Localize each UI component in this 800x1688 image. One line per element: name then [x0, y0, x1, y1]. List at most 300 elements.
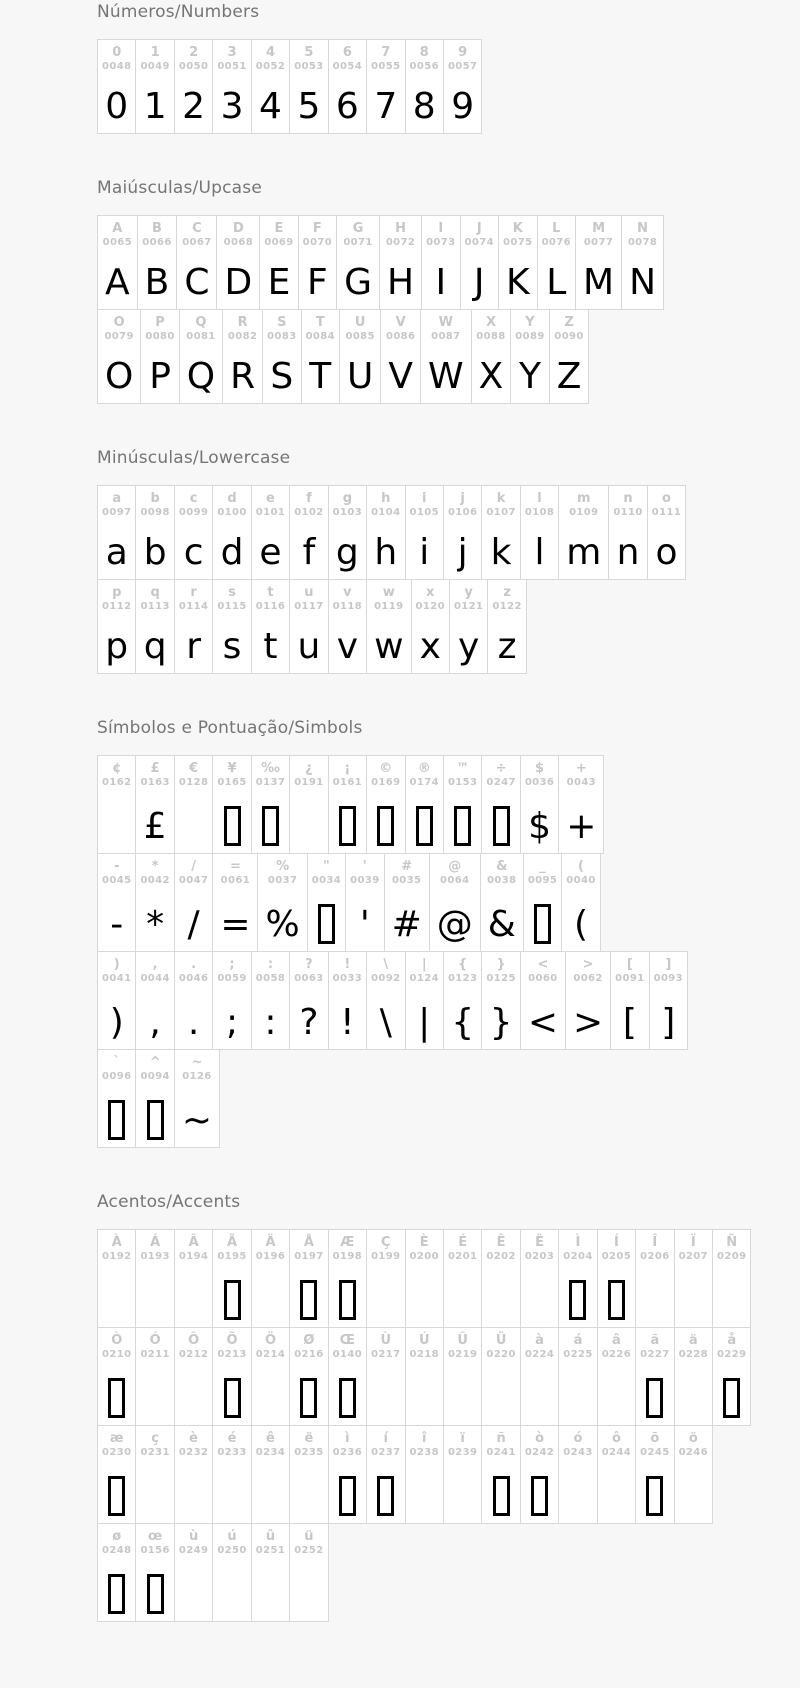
glyph-char-label: u	[304, 585, 314, 600]
section-title-accents: Acentos/Accents	[97, 1192, 241, 1212]
glyph-cell	[367, 1327, 405, 1426]
glyph-code-label: 0043	[566, 777, 597, 788]
rendered-glyph: s	[222, 626, 242, 667]
missing-glyph-box	[493, 1476, 510, 1516]
glyph-char-label: Z	[564, 315, 574, 330]
rendered-glyph: *	[146, 904, 165, 945]
glyph-cell	[337, 215, 380, 310]
glyph-char-label: `	[113, 1055, 120, 1070]
glyph-cell	[97, 215, 138, 310]
rendered-glyph: f	[302, 532, 316, 573]
rendered-glyph: M	[583, 262, 615, 303]
glyph-char-label: ¥	[227, 761, 237, 776]
glyph-code-label: 0128	[178, 777, 209, 788]
glyph-char-label: E	[274, 221, 284, 236]
empty-glyph-slot	[217, 1459, 246, 1519]
glyph-code-label: 0250	[217, 1545, 247, 1556]
section-accents	[97, 1192, 790, 1622]
glyph-char-label: Ò	[111, 1333, 123, 1348]
glyph-slot	[217, 1263, 246, 1323]
glyph-code-label: 0065	[102, 237, 133, 248]
glyph-cell	[136, 853, 174, 952]
glyph-cell	[136, 951, 174, 1050]
glyph-slot	[333, 1361, 362, 1421]
glyph-cell	[260, 215, 298, 310]
glyph-code-label: 0239	[447, 1447, 478, 1458]
glyph-cell	[290, 951, 328, 1050]
rendered-glyph: A	[105, 262, 130, 303]
glyph-code-label: 0212	[178, 1349, 209, 1360]
glyph-char-label: $	[535, 761, 545, 776]
missing-glyph-box	[300, 1280, 317, 1320]
glyph-cell	[136, 39, 174, 134]
glyph-code-label: 0087	[431, 331, 461, 342]
glyph-code-label: 0140	[332, 1349, 363, 1360]
rendered-glyph: 7	[374, 86, 398, 127]
glyph-slot	[102, 1459, 131, 1519]
glyph-char-label: t	[267, 585, 274, 600]
rendered-glyph: |	[418, 1002, 431, 1043]
glyph-char-label: G	[352, 221, 364, 236]
glyph-code-label: 0124	[409, 973, 439, 984]
glyph-cell	[622, 215, 664, 310]
glyph-cell	[175, 1425, 213, 1524]
glyph-code-label: 0039	[350, 875, 380, 886]
glyph-cell	[329, 1425, 367, 1524]
glyph-char-label: 5	[304, 45, 314, 60]
glyph-cell	[97, 1327, 136, 1426]
glyph-char-label: ®	[417, 761, 431, 776]
glyph-code-label: 0114	[178, 601, 209, 612]
glyph-char-label: v	[343, 585, 352, 600]
glyph-cell	[175, 1327, 213, 1426]
glyph-cell	[430, 853, 481, 952]
glyph-char-label: í	[383, 1431, 389, 1446]
glyph-char-label: x	[426, 585, 435, 600]
glyph-cell	[521, 1425, 559, 1524]
rendered-glyph: V	[388, 356, 414, 397]
rendered-glyph: 5	[297, 86, 321, 127]
glyph-code-label: 0120	[415, 601, 445, 612]
glyph-code-label: 0056	[409, 61, 439, 72]
glyph-cell	[675, 1425, 713, 1524]
missing-glyph-box	[339, 806, 356, 846]
empty-glyph-slot	[256, 1263, 285, 1323]
glyph-slot	[602, 1263, 631, 1323]
rendered-glyph: e	[259, 532, 282, 573]
glyph-code-label: 0194	[178, 1251, 209, 1262]
rendered-glyph: y	[458, 626, 480, 667]
glyph-cell	[482, 951, 520, 1050]
glyph-code-label: 0196	[255, 1251, 286, 1262]
glyph-char-label: 6	[342, 45, 352, 60]
glyph-char-label: Î	[652, 1235, 658, 1250]
glyph-cell	[180, 309, 223, 404]
glyph-cell	[406, 485, 444, 580]
rendered-glyph: Q	[186, 356, 216, 397]
glyph-code-label: 0232	[178, 1447, 209, 1458]
glyph-cell	[97, 1523, 136, 1622]
rendered-glyph: 4	[259, 86, 282, 127]
glyph-code-label: 0086	[385, 331, 416, 342]
rendered-glyph: ~	[181, 1100, 213, 1141]
glyph-slot	[294, 1263, 323, 1323]
missing-glyph-box	[300, 1378, 317, 1418]
rendered-glyph: %	[265, 904, 300, 945]
glyph-code-label: 0058	[255, 973, 286, 984]
empty-glyph-slot	[679, 1361, 708, 1421]
glyph-code-label: 0077	[583, 237, 614, 248]
glyph-slot	[525, 1459, 554, 1519]
glyph-char-label: ¿	[305, 761, 313, 776]
glyph-char-label: Ê	[496, 1235, 506, 1250]
glyph-cell	[406, 951, 444, 1050]
missing-glyph-box	[377, 1476, 394, 1516]
glyph-cell	[252, 1327, 290, 1426]
glyph-code-label: 0094	[140, 1071, 170, 1082]
glyph-cell	[482, 1425, 520, 1524]
rendered-glyph: }	[489, 1002, 513, 1043]
glyph-slot	[333, 789, 362, 849]
glyph-code-label: 0074	[464, 237, 494, 248]
rendered-glyph: m	[566, 532, 602, 573]
section-title-uppercase: Maiúsculas/Upcase	[97, 178, 262, 198]
glyph-code-label: 0199	[371, 1251, 401, 1262]
glyph-code-label: 0103	[332, 507, 363, 518]
glyph-cell	[223, 309, 263, 404]
glyph-char-label: Ü	[495, 1333, 507, 1348]
glyph-code-label: 0059	[217, 973, 247, 984]
glyph-slot	[640, 1361, 669, 1421]
glyph-cell	[329, 951, 367, 1050]
glyph-char-label: ø	[112, 1529, 122, 1544]
rendered-glyph: 2	[182, 86, 206, 127]
glyph-slot	[448, 789, 477, 849]
glyph-cell	[252, 951, 290, 1050]
glyph-table-uppercase	[97, 215, 790, 404]
rendered-glyph: @	[436, 904, 473, 945]
glyph-code-label: 0229	[717, 1349, 747, 1360]
glyph-code-label: 0036	[524, 777, 555, 788]
rendered-glyph: T	[309, 356, 332, 397]
glyph-cell	[97, 951, 136, 1050]
glyph-cell	[329, 1327, 367, 1426]
glyph-cell	[136, 755, 174, 854]
glyph-slot	[140, 1083, 169, 1143]
glyph-char-label: ü	[304, 1529, 314, 1544]
glyph-cell	[175, 853, 213, 952]
rendered-glyph: n	[616, 532, 640, 573]
glyph-char-label: [	[626, 957, 633, 972]
glyph-row	[97, 951, 688, 1050]
glyph-char-label: i	[421, 491, 427, 506]
glyph-cell	[636, 1229, 674, 1328]
glyph-row	[97, 755, 604, 854]
rendered-glyph: 9	[451, 86, 475, 127]
glyph-table-symbols	[97, 755, 790, 1148]
glyph-code-label: 0063	[294, 973, 324, 984]
missing-glyph-box	[339, 1476, 356, 1516]
glyph-code-label: 0071	[343, 237, 373, 248]
glyph-code-label: 0050	[178, 61, 209, 72]
missing-glyph-box	[416, 806, 433, 846]
rendered-glyph: !	[340, 1002, 355, 1043]
glyph-code-label: 0191	[294, 777, 324, 788]
glyph-code-label: 0061	[220, 875, 251, 886]
rendered-glyph: i	[419, 532, 430, 573]
section-title-symbols: Símbolos e Pontuação/Simbols	[97, 718, 363, 738]
glyph-cell	[213, 1327, 251, 1426]
glyph-slot	[563, 1263, 592, 1323]
glyph-char-label: ]	[665, 957, 672, 972]
glyph-cell	[521, 951, 566, 1050]
empty-glyph-slot	[717, 1263, 746, 1323]
glyph-code-label: 0034	[311, 875, 342, 886]
glyph-cell	[461, 215, 499, 310]
glyph-slot	[294, 1361, 323, 1421]
glyph-char-label: .	[191, 957, 197, 972]
glyph-code-label: 0060	[528, 973, 558, 984]
empty-glyph-slot	[217, 1557, 246, 1617]
glyph-code-label: 0088	[476, 331, 506, 342]
missing-glyph-box	[108, 1378, 125, 1418]
glyph-code-label: 0116	[255, 601, 286, 612]
glyph-cell	[444, 485, 482, 580]
section-uppercase	[97, 178, 790, 404]
empty-glyph-slot	[371, 1361, 400, 1421]
glyph-cell	[521, 485, 559, 580]
glyph-slot	[486, 789, 515, 849]
glyph-char-label: )	[113, 957, 120, 972]
glyph-cell	[648, 485, 686, 580]
rendered-glyph: B	[144, 262, 170, 303]
glyph-cell	[598, 1229, 636, 1328]
rendered-glyph: x	[419, 626, 441, 667]
rendered-glyph: H	[387, 262, 415, 303]
missing-glyph-box	[224, 1378, 241, 1418]
glyph-char-label: õ	[650, 1431, 660, 1446]
glyph-char-label: >	[582, 957, 594, 972]
glyph-cell	[213, 1229, 251, 1328]
rendered-glyph: 6	[335, 86, 359, 127]
glyph-char-label: û	[265, 1529, 276, 1544]
glyph-code-label: 0079	[104, 331, 134, 342]
section-lowercase	[97, 448, 790, 674]
glyph-cell	[141, 309, 179, 404]
rendered-glyph: l	[534, 532, 545, 573]
glyph-char-label: à	[535, 1333, 544, 1348]
glyph-code-label: 0104	[371, 507, 401, 518]
glyph-char-label: '	[362, 859, 367, 874]
glyph-char-label: ¡	[344, 761, 351, 776]
rendered-glyph: K	[505, 262, 530, 303]
glyph-code-label: 0046	[178, 973, 209, 984]
glyph-char-label: :	[267, 957, 274, 972]
empty-glyph-slot	[102, 1263, 131, 1323]
glyph-cell	[290, 1523, 328, 1622]
rendered-glyph: G	[344, 262, 372, 303]
empty-glyph-slot	[448, 1361, 477, 1421]
glyph-char-label: ™	[456, 761, 470, 776]
glyph-char-label: Á	[150, 1235, 161, 1250]
glyph-char-label: ÷	[495, 761, 507, 776]
glyph-code-label: 0226	[601, 1349, 632, 1360]
glyph-char-label: 0	[112, 45, 122, 60]
glyph-char-label: Â	[188, 1235, 199, 1250]
missing-glyph-box	[262, 806, 279, 846]
glyph-char-label: O	[113, 315, 125, 330]
glyph-code-label: 0100	[217, 507, 247, 518]
glyph-cell	[213, 1425, 251, 1524]
glyph-cell	[713, 1229, 751, 1328]
glyph-cell	[562, 853, 600, 952]
rendered-glyph: p	[105, 626, 129, 667]
glyph-char-label: #	[401, 859, 413, 874]
glyph-code-label: 0068	[223, 237, 254, 248]
glyph-char-label: ¢	[112, 761, 122, 776]
glyph-char-label: ?	[305, 957, 313, 972]
glyph-char-label: Ã	[227, 1235, 238, 1250]
glyph-code-label: 0247	[486, 777, 516, 788]
glyph-cell	[252, 1425, 290, 1524]
section-title-lowercase: Minúsculas/Lowercase	[97, 448, 291, 468]
missing-glyph-box	[531, 1476, 548, 1516]
glyph-char-label: }	[496, 957, 506, 972]
glyph-code-label: 0198	[332, 1251, 363, 1262]
rendered-glyph: 3	[220, 86, 244, 127]
glyph-code-label: 0054	[332, 61, 363, 72]
glyph-row	[97, 853, 601, 952]
glyph-slot	[312, 887, 341, 947]
glyph-code-label: 0067	[182, 237, 212, 248]
glyph-char-label: k	[496, 491, 506, 506]
glyph-char-label: Ï	[690, 1235, 696, 1250]
glyph-cell	[511, 309, 549, 404]
glyph-cell	[472, 309, 512, 404]
glyph-code-label: 0055	[371, 61, 401, 72]
glyph-code-label: 0244	[601, 1447, 632, 1458]
missing-glyph-box	[723, 1378, 740, 1418]
rendered-glyph: £	[143, 806, 167, 847]
glyph-char-label: Ä	[265, 1235, 276, 1250]
glyph-char-label: Í	[613, 1235, 619, 1250]
glyph-char-label: l	[537, 491, 542, 506]
section-numbers	[97, 2, 790, 134]
glyph-char-label: /	[191, 859, 196, 874]
rendered-glyph: (	[573, 904, 588, 945]
glyph-slot	[717, 1361, 746, 1421]
rendered-glyph: -	[110, 904, 124, 945]
rendered-glyph: 8	[412, 86, 436, 127]
glyph-code-label: 0163	[140, 777, 170, 788]
glyph-cell	[444, 39, 482, 134]
empty-glyph-slot	[140, 1361, 169, 1421]
missing-glyph-box	[224, 1280, 241, 1320]
missing-glyph-box	[493, 806, 510, 846]
glyph-code-label: 0209	[717, 1251, 747, 1262]
empty-glyph-slot	[640, 1263, 669, 1323]
glyph-code-label: 0076	[541, 237, 571, 248]
glyph-cell	[213, 951, 251, 1050]
glyph-char-label: ù	[188, 1529, 199, 1544]
glyph-code-label: 0169	[371, 777, 401, 788]
glyph-code-label: 0205	[601, 1251, 632, 1262]
glyph-code-label: 0101	[255, 507, 286, 518]
glyph-code-label: 0049	[140, 61, 170, 72]
glyph-char-label: S	[277, 315, 287, 330]
glyph-cell	[329, 485, 367, 580]
glyph-code-label: 0099	[178, 507, 209, 518]
glyph-cell	[175, 1229, 213, 1328]
glyph-cell	[97, 579, 136, 674]
glyph-cell	[367, 1229, 405, 1328]
glyph-cell	[346, 853, 384, 952]
missing-glyph-box	[339, 1280, 356, 1320]
glyph-slot	[140, 1557, 169, 1617]
glyph-row	[97, 1425, 713, 1524]
glyph-char-label: Ì	[575, 1235, 581, 1250]
glyph-char-label: K	[512, 221, 523, 236]
empty-glyph-slot	[256, 1557, 285, 1617]
glyph-row	[97, 39, 482, 134]
glyph-code-label: 0119	[374, 601, 404, 612]
glyph-code-label: 0204	[563, 1251, 593, 1262]
rendered-glyph: E	[267, 262, 291, 303]
missing-glyph-box	[224, 806, 241, 846]
glyph-cell	[598, 1425, 636, 1524]
glyph-cell	[482, 1327, 520, 1426]
glyph-char-label: Å	[303, 1235, 314, 1250]
glyph-char-label: <	[537, 957, 549, 972]
rendered-glyph: r	[186, 626, 201, 667]
glyph-cell	[175, 1523, 213, 1622]
rendered-glyph: P	[149, 356, 171, 397]
glyph-code-label: 0108	[524, 507, 555, 518]
glyph-code-label: 0052	[255, 61, 286, 72]
rendered-glyph: z	[497, 626, 517, 667]
glyph-slot	[217, 1361, 246, 1421]
rendered-glyph: ,	[149, 1002, 161, 1043]
empty-glyph-slot	[371, 1263, 400, 1323]
glyph-cell	[97, 39, 136, 134]
glyph-code-label: 0083	[267, 331, 297, 342]
glyph-code-label: 0195	[217, 1251, 247, 1262]
glyph-code-label: 0211	[140, 1349, 170, 1360]
glyph-char-label: ,	[152, 957, 158, 972]
glyph-char-label: m	[577, 491, 591, 506]
glyph-char-label: j	[460, 491, 465, 506]
glyph-cell	[381, 309, 421, 404]
glyph-char-label: =	[229, 859, 241, 874]
glyph-cell	[713, 1327, 751, 1426]
glyph-code-label: 0238	[409, 1447, 439, 1458]
glyph-char-label: "	[323, 859, 330, 874]
glyph-cell	[444, 755, 482, 854]
glyph-code-label: 0080	[145, 331, 175, 342]
glyph-code-label: 0174	[409, 777, 439, 788]
glyph-cell	[97, 1425, 136, 1524]
glyph-row	[97, 1049, 220, 1148]
missing-glyph-box	[147, 1100, 164, 1140]
glyph-code-label: 0102	[294, 507, 324, 518]
glyph-slot	[102, 1083, 131, 1143]
empty-glyph-slot	[294, 1459, 323, 1519]
missing-glyph-box	[569, 1280, 586, 1320]
glyph-char-label: M	[592, 221, 605, 236]
glyph-code-label: 0115	[217, 601, 247, 612]
glyph-code-label: 0041	[102, 973, 132, 984]
glyph-char-label: |	[421, 957, 427, 972]
